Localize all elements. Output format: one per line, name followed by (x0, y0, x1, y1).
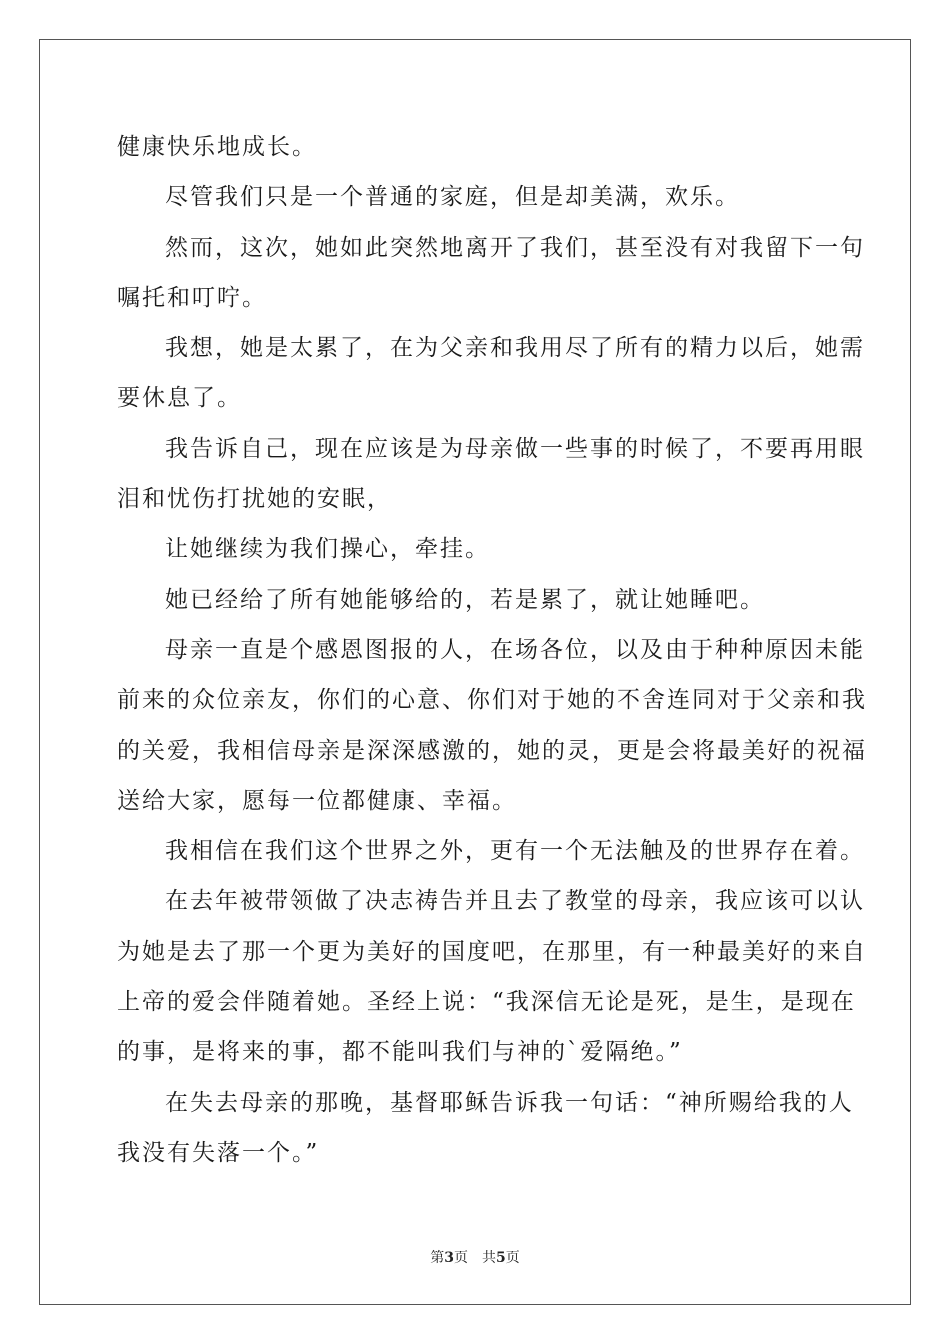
text-line: 我相信在我们这个世界之外，更有一个无法触及的世界存在着。 (165, 838, 865, 865)
text-line: 尽管我们只是一个普通的家庭，但是却美满，欢乐。 (165, 184, 740, 211)
paragraph-2 (117, 172, 833, 222)
footer-suffix: 页 (505, 1250, 520, 1266)
footer-mid: 页 共 (454, 1250, 496, 1266)
text-line: 要休息了。 (117, 385, 242, 412)
total-page-number: 5 (496, 1250, 506, 1266)
current-page-number: 3 (444, 1250, 454, 1266)
paragraph-4 (117, 323, 865, 424)
text-line: 在去年被带领做了决志祷告并且去了教堂的母亲，我应该可以认 (165, 888, 865, 915)
document-body (117, 122, 867, 1178)
text-line: 我告诉自己，现在应该是为母亲做一些事的时候了，不要再用眼 (165, 435, 865, 462)
footer-prefix: 第 (430, 1250, 445, 1266)
text-line: 泪和忧伤打扰她的安眠， (117, 486, 392, 513)
text-line: 的事，是将来的事，都不能叫我们与神的`爱隔绝。” (117, 1039, 683, 1066)
paragraph-9 (117, 826, 865, 876)
text-line: 送给大家，愿每一位都健康、幸福。 (117, 787, 517, 814)
paragraph-6 (117, 524, 833, 574)
paragraph-8 (117, 625, 867, 826)
text-line: 前来的众位亲友，你们的心意、你们对于她的不舍连同对于父亲和我 (117, 687, 867, 714)
page-footer (0, 1247, 950, 1267)
text-line: 在失去母亲的那晚，基督耶稣告诉我一句话：“神所赐给我的人 (165, 1089, 854, 1116)
text-line: 的关爱，我相信母亲是深深感激的，她的灵，更是会将最美好的祝福 (117, 737, 867, 764)
paragraph-11 (117, 1078, 854, 1179)
paragraph-10 (117, 876, 867, 1077)
text-line: 她已经给了所有她能够给的，若是累了，就让她睡吧。 (165, 586, 765, 613)
text-line: 我想，她是太累了，在为父亲和我用尽了所有的精力以后，她需 (165, 335, 865, 362)
paragraph-1 (117, 122, 833, 172)
text-line: 让她继续为我们操心，牵挂。 (165, 536, 490, 563)
paragraph-3 (117, 223, 865, 324)
paragraph-5 (117, 424, 865, 525)
text-line: 然而，这次，她如此突然地离开了我们，甚至没有对我留下一句 (165, 234, 865, 261)
text-line: 我没有失落一个。” (117, 1139, 320, 1166)
text-line: 母亲一直是个感恩图报的人，在场各位，以及由于种种原因未能 (165, 636, 865, 663)
paragraph-7 (117, 575, 833, 625)
text-line: 健康快乐地成长。 (117, 134, 317, 160)
text-line: 为她是去了那一个更为美好的国度吧，在那里，有一种最美好的来自 (117, 938, 867, 965)
text-line: 嘱托和叮咛。 (117, 284, 267, 311)
text-line: 上帝的爱会伴随着她。圣经上说：“我深信无论是死，是生，是现在 (117, 989, 856, 1016)
